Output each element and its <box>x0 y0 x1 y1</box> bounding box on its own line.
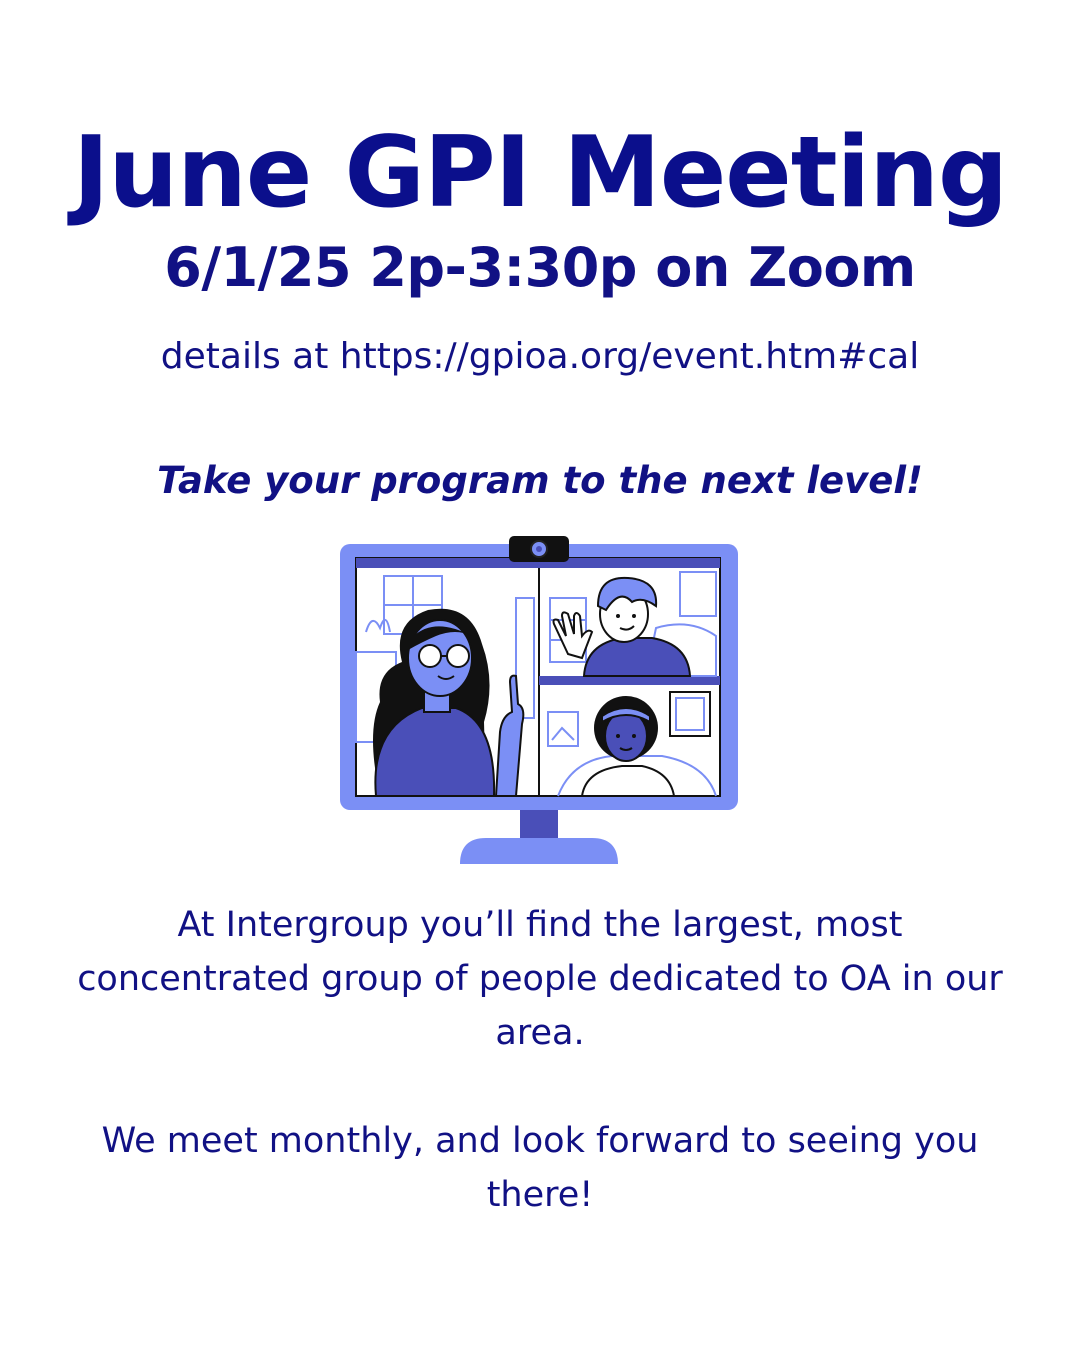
video-call-monitor-icon <box>336 532 742 864</box>
flyer-title: June GPI Meeting <box>72 116 1008 230</box>
invitation-paragraph: We meet monthly, and look forward to seeing you there! <box>101 1121 979 1215</box>
tagline: Take your program to the next level! <box>157 459 923 502</box>
meeting-datetime: 6/1/25 2p-3:30p on Zoom <box>164 236 916 299</box>
description <box>60 898 1020 1222</box>
details-link-text: details at https://gpioa.org/event.htm#cal <box>160 336 920 377</box>
intergroup-paragraph: At Intergroup you’ll find the largest, most concentrated group of people dedicated to OA in our area. <box>77 905 1003 1053</box>
